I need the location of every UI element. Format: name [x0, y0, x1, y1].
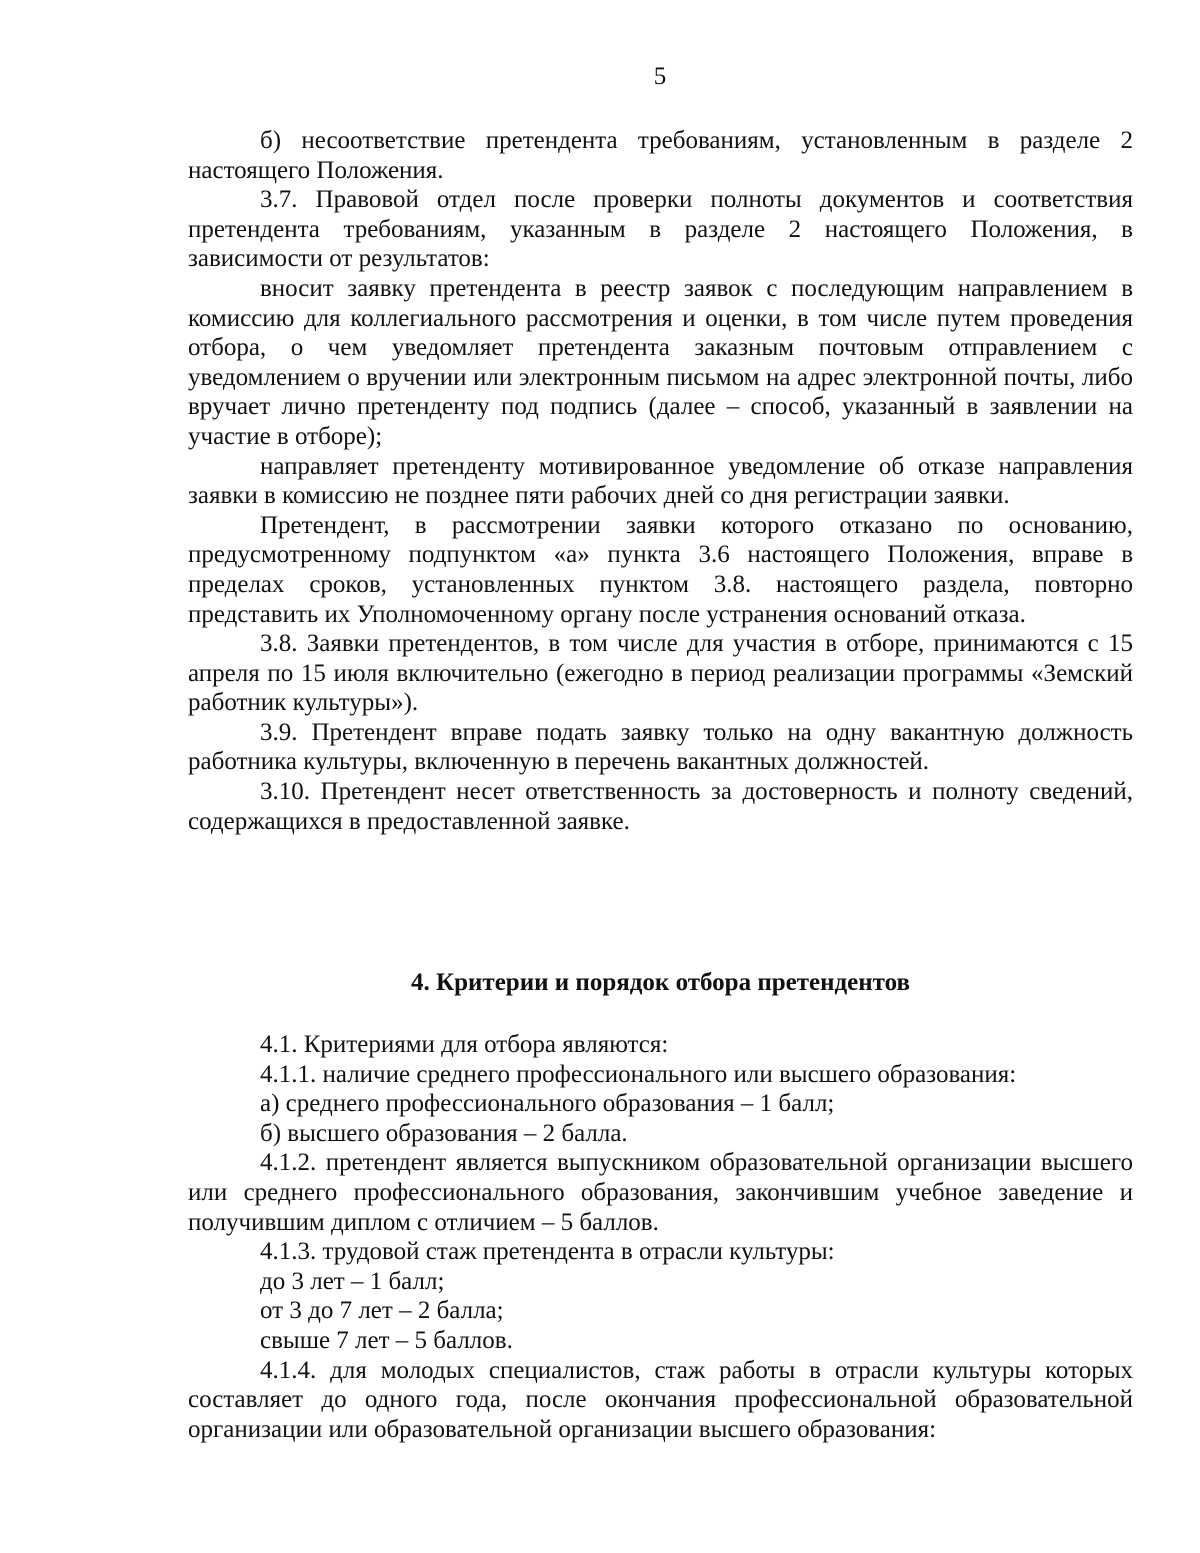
paragraph-4-1-1: 4.1.1. наличие среднего профессионального или высшего образования: — [260, 1060, 1017, 1088]
paragraph-4-1-1-a: а) среднего профессионального образования – 1 балл; — [260, 1090, 835, 1118]
paragraph-4-1-2: 4.1.2. претендент является выпускником образовательной организации высшего или среднего профессионального образования, закончившим учебное заведение и получившим диплом с отличием – 5 баллов. — [188, 1149, 1133, 1236]
paragraph-stage-2: от 3 до 7 лет – 2 балла; — [260, 1297, 504, 1325]
paragraph-refusal-notice: направляет претенденту мотивированное уведомление об отказе направления заявки в комиссию не позднее пяти рабочих дней со дня регистрации заявки. — [188, 452, 1133, 510]
paragraph-3-6-b: б) несоответствие претендента требованиям, установленным в разделе 2 настоящего Положения. — [188, 127, 1133, 184]
paragraph-resubmission: Претендент, в рассмотрении заявки которого отказано по основанию, предусмотренному подпунктом «а» пункта 3.6 настоящего Положения, вправе в пределах сроков, установленных пунктом 3.8. настоящего раздела, повторно представить их Уполномоченному органу после устранения оснований отказа. — [188, 511, 1133, 628]
paragraph-3-8: 3.8. Заявки претендентов, в том числе для участия в отборе, принимаются с 15 апреля по 15 июля включительно (ежегодно в период реализации программы «Земский работник культуры»). — [188, 630, 1133, 717]
paragraph-stage-1: до 3 лет – 1 балл; — [260, 1267, 445, 1295]
paragraph-registry: вносит заявку претендента в реестр заявок с последующим направлением в комиссию для коллегиального рассмотрения и оценки, в том числе путем проведения отбора, о чем уведомляет претендента заказным почтовым отправлением с уведомлением о вручении или электронным письмом на адрес электронной почты, либо вручает лично претенденту под подпись (далее – способ, указанный в заявлении на участие в отборе); — [188, 274, 1133, 450]
section-4-heading: 4. Критерии и порядок отбора претендентов — [411, 969, 910, 996]
section-3-text — [188, 126, 1133, 836]
paragraph-3-7: 3.7. Правовой отдел после проверки полноты документов и соответствия претендента требованиям, указанным в разделе 2 настоящего Положения, в зависимости от результатов: — [188, 186, 1133, 273]
paragraph-4-1-1-b: б) высшего образования – 2 балла. — [260, 1119, 628, 1147]
paragraph-stage-3: свыше 7 лет – 5 баллов. — [260, 1326, 513, 1354]
paragraph-4-1: 4.1. Критериями для отбора являются: — [260, 1031, 669, 1058]
section-4-text — [188, 1030, 1133, 1444]
paragraph-4-1-4: 4.1.4. для молодых специалистов, стаж работы в отрасли культуры которых составляет до одного года, после окончания профессиональной образовательной организации или образовательной организации высшего образования: — [188, 1356, 1133, 1443]
paragraph-4-1-3: 4.1.3. трудовой стаж претендента в отрасли культуры: — [260, 1238, 835, 1266]
paragraph-3-10: 3.10. Претендент несет ответственность за достоверность и полноту сведений, содержащихся в предоставленной заявке. — [188, 778, 1133, 835]
paragraph-3-9: 3.9. Претендент вправе подать заявку только на одну вакантную должность работника культуры, включенную в перечень вакантных должностей. — [188, 718, 1133, 776]
page-number: 5 — [653, 63, 667, 90]
